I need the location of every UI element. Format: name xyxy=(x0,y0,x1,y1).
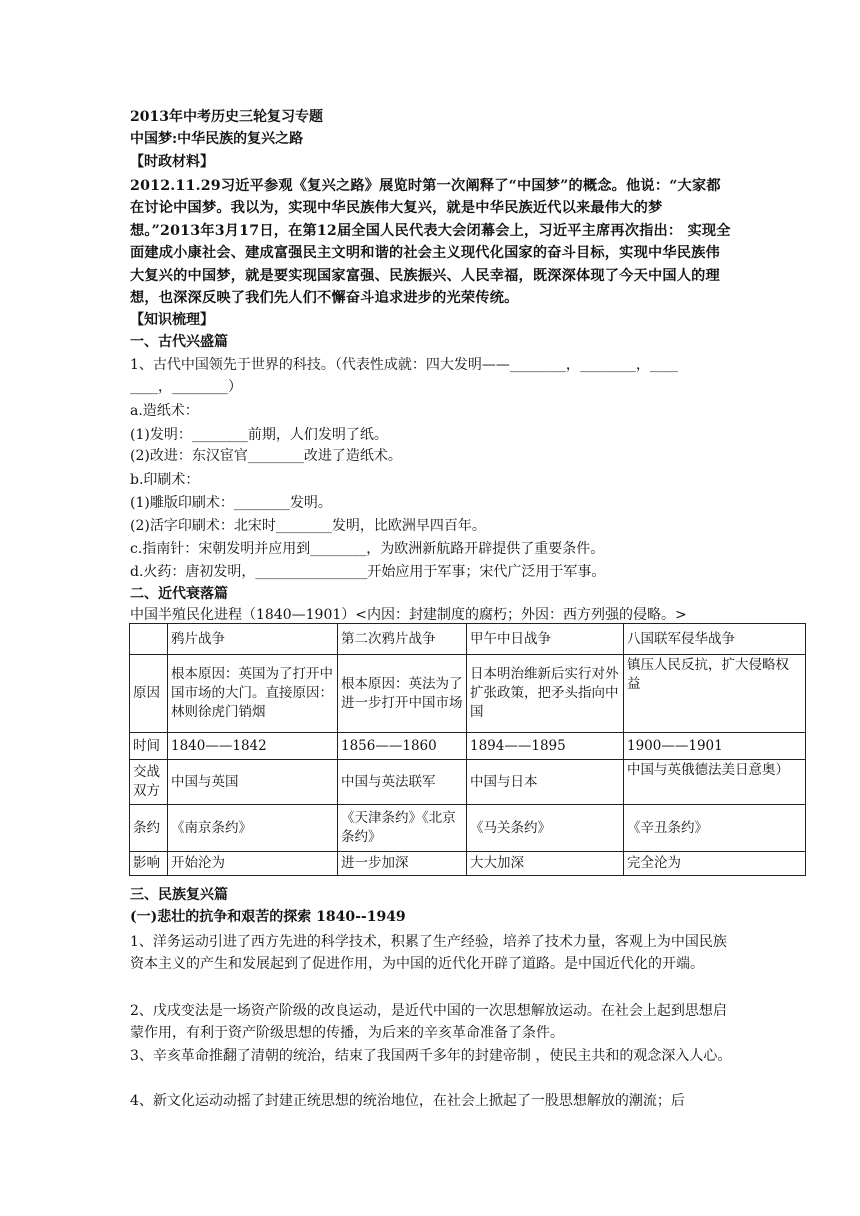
table-row-impact xyxy=(130,852,806,876)
table-cell: 日本明治维新后实行对外扩张政策，把矛头指向中国 xyxy=(467,655,624,733)
table-header-cell: 第二次鸦片战争 xyxy=(338,624,467,655)
compass-line: c.指南针：宋朝发明并应用到________，为欧洲新航路开辟提供了重要条件。 xyxy=(130,541,605,557)
part1-heading: 一、古代兴盛篇 xyxy=(130,334,228,350)
doc-subtitle: 中国梦:中华民族的复兴之路 xyxy=(130,131,304,147)
row-label-cell: 原因 xyxy=(130,655,168,733)
woodblock-printing-line: (1)雕版印刷术：________发明。 xyxy=(130,495,332,511)
row-label-cell: 影响 xyxy=(130,852,168,876)
part1-item1-line1: 1、古代中国领先于世界的科技。（代表性成就：四大发明——________，________，____ xyxy=(130,357,678,373)
section-knowledge-heading: 【知识梳理】 xyxy=(130,312,214,328)
war-comparison-table xyxy=(129,623,806,876)
table-cell: 1840——1842 xyxy=(168,733,338,760)
table-cell: 1856——1860 xyxy=(338,733,467,760)
table-row-time xyxy=(130,733,806,760)
list-item: 4、新文化运动动摇了封建正统思想的统治地位，在社会上掀起了一股思想解放的潮流；后 xyxy=(130,1093,685,1109)
table-cell: 中国与英国 xyxy=(168,760,338,805)
table-header-cell xyxy=(130,624,168,655)
printing-heading: b.印刷术： xyxy=(130,472,200,488)
part3-subheading: (一)悲壮的抗争和艰苦的探索 1840--1949 xyxy=(130,909,406,925)
paper-improvement-line: (2)改进：东汉宦官________改进了造纸术。 xyxy=(130,448,402,464)
section-news-heading: 【时政材料】 xyxy=(130,154,214,170)
table-cell: 开始沦为 xyxy=(168,852,338,876)
table-cell: 《马关条约》 xyxy=(467,805,624,852)
table-header-cell: 鸦片战争 xyxy=(168,624,338,655)
table-cell: 《辛丑条约》 xyxy=(624,805,806,852)
table-row-cause xyxy=(130,655,806,733)
table-cell: 中国与日本 xyxy=(467,760,624,805)
table-cell: 中国与英法联军 xyxy=(338,760,467,805)
doc-title: 2013年中考历史三轮复习专题 xyxy=(130,109,323,125)
table-header-cell: 甲午中日战争 xyxy=(467,624,624,655)
table-cell: 进一步加深 xyxy=(338,852,467,876)
list-item: 2、戊戌变法是一场资产阶级的改良运动，是近代中国的一次思想解放运动。在社会上起到思想启蒙作用，有利于资产阶级思想的传播，为后来的辛亥革命准备了条件。 xyxy=(130,1003,727,1041)
movable-type-line: (2)活字印刷术：北宋时________发明，比欧洲早四百年。 xyxy=(130,518,486,534)
table-cell: 根本原因：英法为了进一步打开中国市场 xyxy=(338,655,467,733)
table-cell: 根本原因：英国为了打开中国市场的大门。直接原因：林则徐虎门销烟 xyxy=(168,655,338,733)
table-header-row xyxy=(130,624,806,655)
table-cell: 《南京条约》 xyxy=(168,805,338,852)
table-header-cell: 八国联军侵华战争 xyxy=(624,624,806,655)
table-cell: 中国与英俄德法美日意奥） xyxy=(624,760,806,805)
news-paragraph: 2012.11.29习近平参观《复兴之路》展览时第一次阐释了“中国梦”的概念。他说：“大家都在讨论中国梦。我以为，实现中华民族伟大复兴，就是中华民族近代以来最伟大的梦想。”2013年3月17日，在第12届全国人民代表大会闭幕会上，习近平主席再次指出： 实现全面建成小康社会、建成富强民主文明和谐的社会主义现代化国家的奋斗目标，实现中华民族伟大复兴的中国梦，就是要实现国家富强、民族振兴、人民幸福，既深深体现了今天中国人的理想，也深深反映了我们先人们不懈奋斗追求进步的光荣传统。 xyxy=(130,178,731,307)
table-row-treaty xyxy=(130,805,806,852)
table-cell: 1894——1895 xyxy=(467,733,624,760)
row-label-cell: 条约 xyxy=(130,805,168,852)
paper-invention-line: (1)发明：________前期，人们发明了纸。 xyxy=(130,427,388,443)
part2-intro: 中国半殖民化进程（1840—1901）<内因：封建制度的腐朽；外因：西方列强的侵略。> xyxy=(130,607,687,623)
list-item: 1、洋务运动引进了西方先进的科学技术，积累了生产经验，培养了技术力量，客观上为中国民族资本主义的产生和发展起到了促进作用，为中国的近代化开辟了道路。是中国近代化的开端。 xyxy=(130,934,727,972)
row-label-cell: 时间 xyxy=(130,733,168,760)
part3-heading: 三、民族复兴篇 xyxy=(130,887,228,903)
table-cell: 大大加深 xyxy=(467,852,624,876)
list-item: 3、辛亥革命推翻了清朝的统治，结束了我国两千多年的封建帝制 ，使民主共和的观念深入人心。 xyxy=(130,1048,732,1064)
row-label-cell: 交战双方 xyxy=(130,760,168,805)
part2-heading: 二、近代衰落篇 xyxy=(130,586,228,602)
table-cell: 完全沦为 xyxy=(624,852,806,876)
part1-item1-line2: ____，________） xyxy=(130,379,242,395)
paper-heading: a.造纸术： xyxy=(130,403,199,419)
table-cell: 镇压人民反抗，扩大侵略权益 xyxy=(624,655,806,733)
table-cell: 1900——1901 xyxy=(624,733,806,760)
gunpowder-line: d.火药：唐初发明，________________开始应用于军事；宋代广泛用于军事。 xyxy=(130,564,606,580)
table-row-belligerents xyxy=(130,760,806,805)
table-cell: 《天津条约》《北京条约》 xyxy=(338,805,467,852)
